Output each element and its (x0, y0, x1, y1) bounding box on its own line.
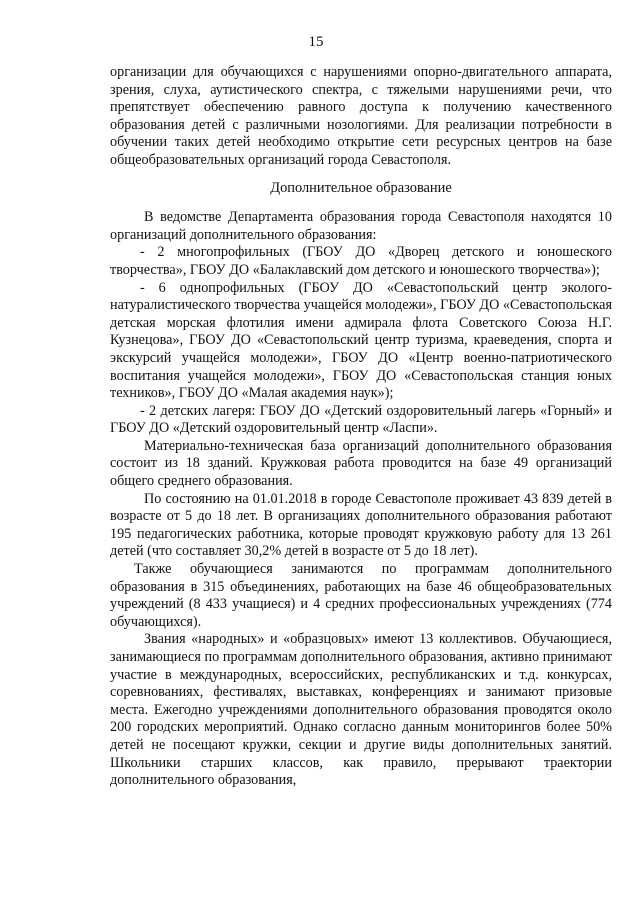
list-item-singleprofile: - 6 однопрофильных (ГБОУ ДО «Севастопольский центр эколого-натуралистического творчества учащейся молодежи», ГБОУ ДО «Севастопольская детская морская флотилия имени адмирала флота Советского Союза Н.Г. Кузнецова», ГБОУ ДО «Севастопольский центр туризма, краеведения, спорта и экскурсий учащейся молодежи», ГБОУ ДО «Центр военно-патриотического воспитания учащейся молодежи», ГБОУ ДО «Севастопольская станция юных техников», ГБОУ ДО «Малая академия наук»); (110, 279, 612, 402)
page-number: 15 (308, 34, 324, 50)
paragraph-intro: В ведомстве Департамента образования города Севастополя находятся 10 организаций дополнительного образования: (110, 209, 612, 243)
list-item-camps: - 2 детских лагеря: ГБОУ ДО «Детский оздоровительный лагерь «Горный» и ГБОУ ДО «Детский оздоровительный центр «Ласпи». (110, 402, 612, 437)
section-heading: Дополнительное образование (270, 179, 452, 196)
document-body (110, 64, 612, 790)
paragraph-programs: Также обучающиеся занимаются по программам дополнительного образования в 315 объединениях, работающих на базе 46 общеобразовательных учреждений (8 433 учащиеся) и 4 средних профессиональных учреждениях (774 обучающихся). (110, 561, 612, 630)
paragraph-collectives: Звания «народных» и «образцовых» имеют 13 коллективов. Обучающиеся, занимающиеся по программам дополнительного образования, активно принимают участие в международных, всероссийских, республиканских и т.д. конкурсах, соревнованиях, фестивалях, выставках, конференциях и занимают призовые места. Ежегодно учреждениями дополнительного образования проводятся около 200 городских мероприятий. Однако согласно данным мониторингов более 50% детей не посещают кружки, секции и другие виды дополнительных занятий. Школьники старших классов, как правило, прерывают траектории дополнительного образования, (110, 631, 612, 789)
paragraph-continuation: организации для обучающихся с нарушениями опорно-двигательного аппарата, зрения, слуха, аутистического спектра, с тяжелыми нарушениями речи, что препятствует обеспечению равного доступа к получению качественного образования детей с различными нозологиями. Для реализации потребности в обучении таких детей необходимо открытие сети ресурсных центров на базе общеобразовательных организаций города Севастополя. (110, 64, 612, 168)
paragraph-material-base: Материально-техническая база организаций дополнительного образования состоит из 18 зданий. Кружковая работа проводится на базе 49 организаций общего среднего образования. (110, 437, 612, 490)
list-item-multiprofile: - 2 многопрофильных (ГБОУ ДО «Дворец детского и юношеского творчества», ГБОУ ДО «Балаклавский дом детского и юношеского творчества»); (110, 244, 612, 278)
paragraph-statistics: По состоянию на 01.01.2018 в городе Севастополе проживает 43 839 детей в возрасте от 5 до 18 лет. В организациях дополнительного образования работают 195 педагогических работника, которые проводят кружковую работу для 13 261 детей (что составляет 30,2% детей в возрасте от 5 до 18 лет). (110, 490, 612, 560)
